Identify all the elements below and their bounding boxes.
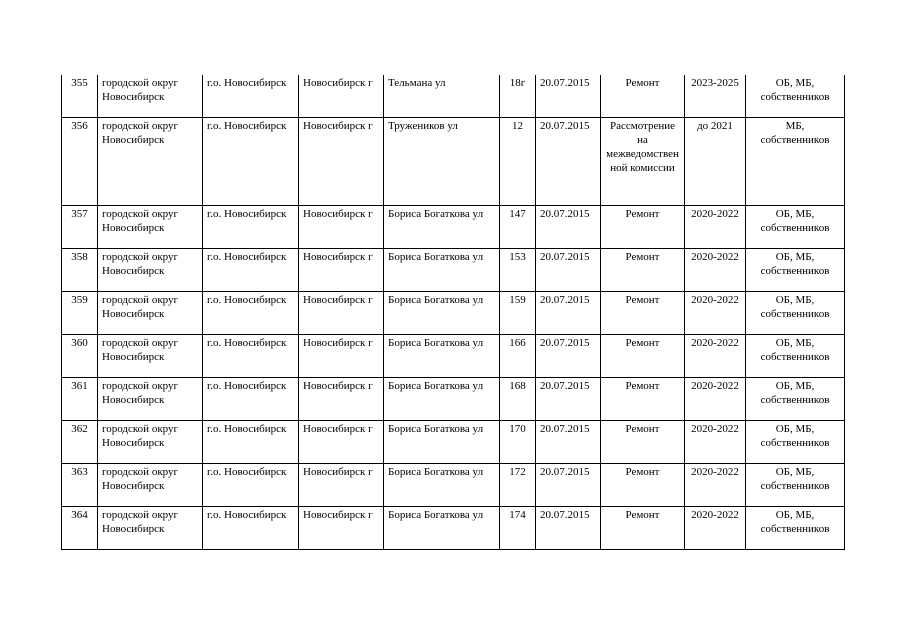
street-cell: Тельмана ул bbox=[384, 75, 500, 118]
action-cell: Ремонт bbox=[601, 292, 685, 335]
source-cell: ОБ, МБ, собственников bbox=[746, 378, 845, 421]
house-cell: 147 bbox=[500, 206, 536, 249]
housing-table bbox=[61, 75, 845, 550]
street-cell: Бориса Богаткова ул bbox=[384, 249, 500, 292]
source-cell: ОБ, МБ, собственников bbox=[746, 421, 845, 464]
table-row bbox=[62, 507, 845, 550]
house-cell: 168 bbox=[500, 378, 536, 421]
district-cell: городской округ Новосибирск bbox=[98, 378, 203, 421]
period-cell: 2020-2022 bbox=[685, 507, 746, 550]
district-cell: городской округ Новосибирск bbox=[98, 507, 203, 550]
date-cell: 20.07.2015 bbox=[536, 292, 601, 335]
table-row bbox=[62, 421, 845, 464]
row-number: 358 bbox=[62, 249, 98, 292]
table-row bbox=[62, 249, 845, 292]
date-cell: 20.07.2015 bbox=[536, 206, 601, 249]
date-cell: 20.07.2015 bbox=[536, 507, 601, 550]
settlement-cell: г.о. Новосибирск bbox=[203, 464, 299, 507]
row-number: 357 bbox=[62, 206, 98, 249]
action-cell: Ремонт bbox=[601, 75, 685, 118]
city-cell: Новосибирск г bbox=[299, 118, 384, 206]
street-cell: Тружеников ул bbox=[384, 118, 500, 206]
date-cell: 20.07.2015 bbox=[536, 464, 601, 507]
city-cell: Новосибирск г bbox=[299, 507, 384, 550]
house-cell: 172 bbox=[500, 464, 536, 507]
row-number: 360 bbox=[62, 335, 98, 378]
table-row bbox=[62, 206, 845, 249]
table-row bbox=[62, 464, 845, 507]
settlement-cell: г.о. Новосибирск bbox=[203, 421, 299, 464]
action-cell: Ремонт bbox=[601, 464, 685, 507]
date-cell: 20.07.2015 bbox=[536, 421, 601, 464]
action-cell: Ремонт bbox=[601, 421, 685, 464]
date-cell: 20.07.2015 bbox=[536, 335, 601, 378]
city-cell: Новосибирск г bbox=[299, 464, 384, 507]
row-number: 363 bbox=[62, 464, 98, 507]
table-row bbox=[62, 335, 845, 378]
period-cell: 2020-2022 bbox=[685, 421, 746, 464]
district-cell: городской округ Новосибирск bbox=[98, 249, 203, 292]
house-cell: 153 bbox=[500, 249, 536, 292]
city-cell: Новосибирск г bbox=[299, 249, 384, 292]
source-cell: ОБ, МБ, собственников bbox=[746, 464, 845, 507]
street-cell: Бориса Богаткова ул bbox=[384, 421, 500, 464]
settlement-cell: г.о. Новосибирск bbox=[203, 507, 299, 550]
table-row bbox=[62, 75, 845, 118]
source-cell: ОБ, МБ, собственников bbox=[746, 507, 845, 550]
row-number: 364 bbox=[62, 507, 98, 550]
house-cell: 166 bbox=[500, 335, 536, 378]
street-cell: Бориса Богаткова ул bbox=[384, 335, 500, 378]
city-cell: Новосибирск г bbox=[299, 421, 384, 464]
settlement-cell: г.о. Новосибирск bbox=[203, 378, 299, 421]
settlement-cell: г.о. Новосибирск bbox=[203, 335, 299, 378]
table-row bbox=[62, 378, 845, 421]
source-cell: ОБ, МБ, собственников bbox=[746, 292, 845, 335]
house-cell: 170 bbox=[500, 421, 536, 464]
settlement-cell: г.о. Новосибирск bbox=[203, 75, 299, 118]
action-cell: Ремонт bbox=[601, 249, 685, 292]
period-cell: 2020-2022 bbox=[685, 292, 746, 335]
street-cell: Бориса Богаткова ул bbox=[384, 206, 500, 249]
house-cell: 18г bbox=[500, 75, 536, 118]
street-cell: Бориса Богаткова ул bbox=[384, 378, 500, 421]
action-cell: Ремонт bbox=[601, 335, 685, 378]
district-cell: городской округ Новосибирск bbox=[98, 292, 203, 335]
row-number: 362 bbox=[62, 421, 98, 464]
source-cell: ОБ, МБ, собственников bbox=[746, 75, 845, 118]
settlement-cell: г.о. Новосибирск bbox=[203, 292, 299, 335]
source-cell: ОБ, МБ, собственников bbox=[746, 206, 845, 249]
settlement-cell: г.о. Новосибирск bbox=[203, 118, 299, 206]
house-cell: 159 bbox=[500, 292, 536, 335]
district-cell: городской округ Новосибирск bbox=[98, 118, 203, 206]
action-cell: Ремонт bbox=[601, 507, 685, 550]
row-number: 355 bbox=[62, 75, 98, 118]
period-cell: 2020-2022 bbox=[685, 378, 746, 421]
district-cell: городской округ Новосибирск bbox=[98, 75, 203, 118]
period-cell: до 2021 bbox=[685, 118, 746, 206]
source-cell: ОБ, МБ, собственников bbox=[746, 335, 845, 378]
row-number: 356 bbox=[62, 118, 98, 206]
district-cell: городской округ Новосибирск bbox=[98, 335, 203, 378]
city-cell: Новосибирск г bbox=[299, 378, 384, 421]
source-cell: ОБ, МБ, собственников bbox=[746, 249, 845, 292]
date-cell: 20.07.2015 bbox=[536, 249, 601, 292]
house-cell: 174 bbox=[500, 507, 536, 550]
action-cell: Ремонт bbox=[601, 206, 685, 249]
district-cell: городской округ Новосибирск bbox=[98, 464, 203, 507]
house-cell: 12 bbox=[500, 118, 536, 206]
date-cell: 20.07.2015 bbox=[536, 118, 601, 206]
street-cell: Бориса Богаткова ул bbox=[384, 292, 500, 335]
district-cell: городской округ Новосибирск bbox=[98, 206, 203, 249]
source-cell: МБ, собственников bbox=[746, 118, 845, 206]
city-cell: Новосибирск г bbox=[299, 75, 384, 118]
district-cell: городской округ Новосибирск bbox=[98, 421, 203, 464]
date-cell: 20.07.2015 bbox=[536, 75, 601, 118]
period-cell: 2023-2025 bbox=[685, 75, 746, 118]
row-number: 359 bbox=[62, 292, 98, 335]
action-cell: Рассмотрение на межведомственной комиссии bbox=[601, 118, 685, 206]
period-cell: 2020-2022 bbox=[685, 335, 746, 378]
settlement-cell: г.о. Новосибирск bbox=[203, 206, 299, 249]
period-cell: 2020-2022 bbox=[685, 249, 746, 292]
table-row bbox=[62, 292, 845, 335]
row-number: 361 bbox=[62, 378, 98, 421]
street-cell: Бориса Богаткова ул bbox=[384, 507, 500, 550]
city-cell: Новосибирск г bbox=[299, 206, 384, 249]
city-cell: Новосибирск г bbox=[299, 335, 384, 378]
city-cell: Новосибирск г bbox=[299, 292, 384, 335]
date-cell: 20.07.2015 bbox=[536, 378, 601, 421]
settlement-cell: г.о. Новосибирск bbox=[203, 249, 299, 292]
period-cell: 2020-2022 bbox=[685, 206, 746, 249]
action-cell: Ремонт bbox=[601, 378, 685, 421]
period-cell: 2020-2022 bbox=[685, 464, 746, 507]
street-cell: Бориса Богаткова ул bbox=[384, 464, 500, 507]
table-row bbox=[62, 118, 845, 206]
